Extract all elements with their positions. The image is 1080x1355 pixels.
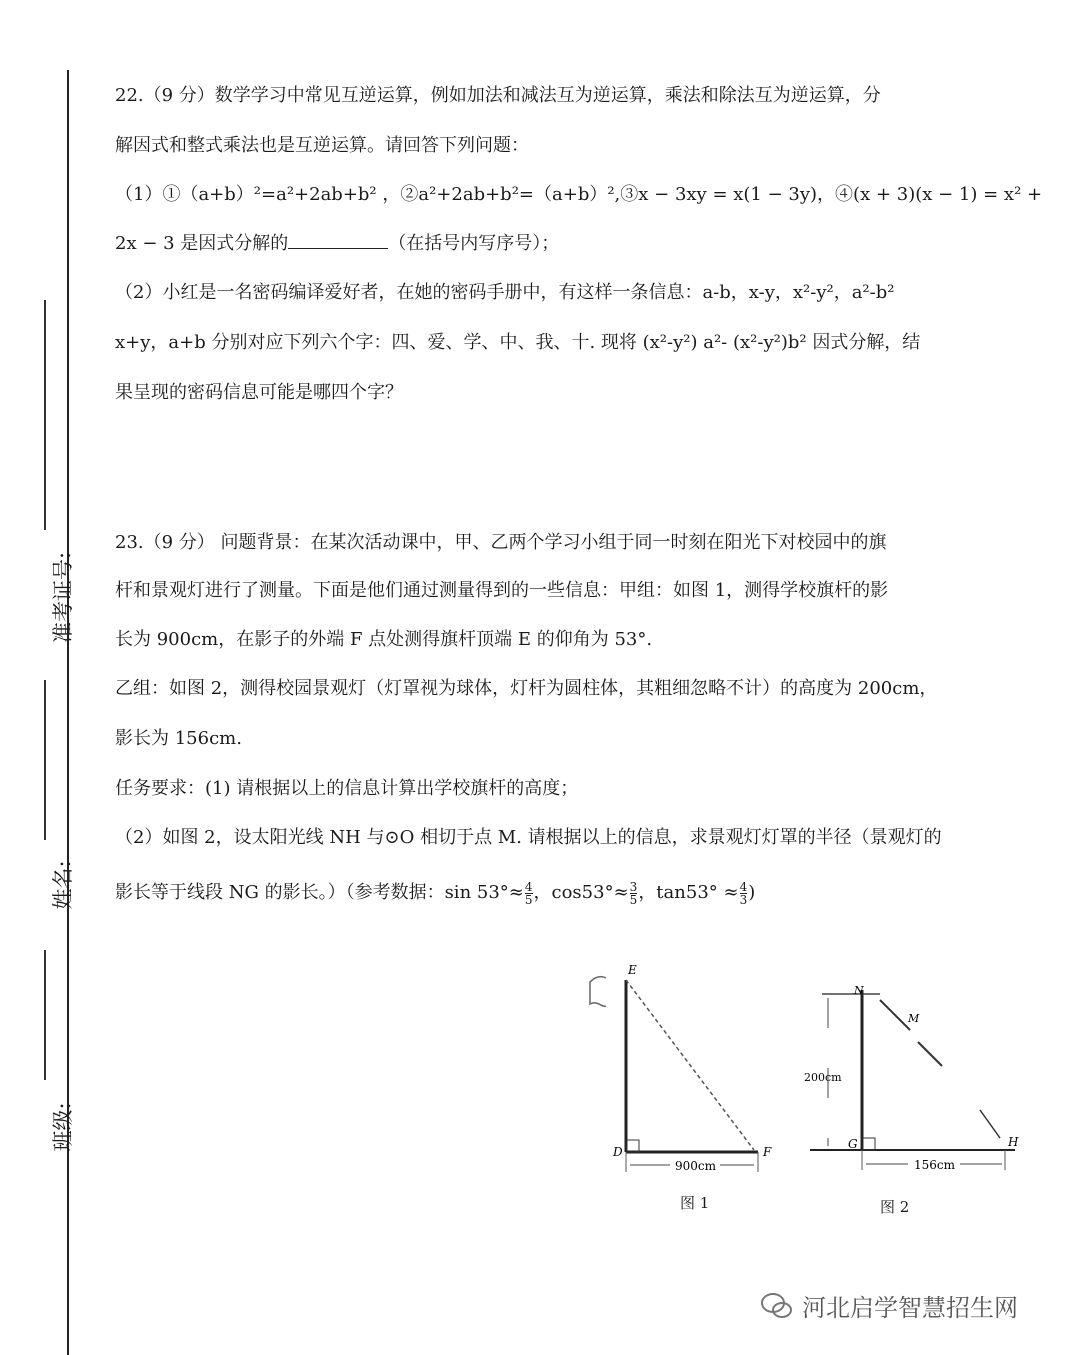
numerator: 4 [739, 879, 748, 894]
class-label: 班级: [51, 1102, 75, 1152]
exam-id-blank [44, 300, 46, 530]
name-blank [44, 680, 46, 840]
figure-1-flagpole [580, 960, 780, 1190]
figure-2-caption: 图 2 [880, 1198, 910, 1216]
point-g: G [848, 1137, 858, 1151]
denominator: 3 [739, 892, 748, 907]
q23-line: 长为 900cm，在影子的外端 F 点处测得旗杆顶端 E 的仰角为 53°. [115, 629, 653, 650]
q22-line: x+y，a+b 分别对应下列六个字：四、爱、学、中、我、十. 现将 (x²-y²) a²- (x²-y²)b² 因式分解，结 [115, 332, 921, 353]
fraction-tan [740, 881, 748, 906]
q23-line: 影长为 156cm. [115, 728, 242, 749]
q23-line: 杆和景观灯进行了测量。下面是他们通过测量得到的一些信息：甲组：如图 1，测得学校旗杆的影 [115, 580, 889, 601]
q22-line: （2）小红是一名密码编译爱好者，在她的密码手册中，有这样一条信息：a-b，x-y，x²-y²，a²-b² [115, 282, 895, 303]
numerator: 3 [629, 879, 638, 894]
q22-text: 2x − 3 是因式分解的 [115, 233, 289, 254]
denominator: 5 [524, 892, 533, 907]
point-d: D [613, 1145, 623, 1159]
q23-line: 23.（9 分） 问题背景：在某次活动课中，甲、乙两个学习小组于同一时刻在阳光下对校园中的旗 [115, 532, 887, 553]
answer-blank[interactable] [288, 230, 388, 249]
exam-id-label: 准考证号: [51, 551, 75, 643]
q22-line [115, 229, 559, 255]
watermark-text: 河北启学智慧招生网 [802, 1294, 1018, 1322]
q22-line: （1）①（a+b）²=a²+2ab+b² ，②a²+2ab+b²=（a+b）²,③x − 3xy = x(1 − 3y)，④(x + 3)(x − 1) = x² + [115, 184, 1043, 205]
q23-line [115, 878, 755, 906]
point-f: F [763, 1145, 772, 1159]
wechat-icon [760, 1291, 794, 1321]
q23-text: ，tan53° ≈ [638, 882, 739, 903]
class-blank [44, 950, 46, 1080]
q23-text: ) [748, 882, 756, 903]
height-label: 200cm [804, 1071, 842, 1084]
name-label: 姓名: [51, 860, 75, 910]
q23-text: 影长等于线段 NG 的影长。）（参考数据：sin 53°≈ [115, 882, 524, 903]
watermark [760, 1288, 1018, 1323]
q23-text: ，cos53°≈ [533, 882, 629, 903]
q23-line: 任务要求：(1) 请根据以上的信息计算出学校旗杆的高度； [115, 778, 579, 799]
point-m: M [908, 1012, 920, 1025]
flag [590, 977, 606, 1007]
q22-line: 22.（9 分）数学学习中常见互逆运算，例如加法和减法互为逆运算，乘法和除法互为逆运算，分 [115, 85, 881, 106]
figure-2-lamp [800, 960, 1030, 1190]
fraction-cos [630, 881, 638, 906]
point-e: E [628, 963, 637, 977]
point-h: H [1008, 1135, 1019, 1149]
sun-ray [626, 980, 754, 1150]
figure-1-caption: 图 1 [680, 1194, 710, 1212]
fraction-sin [525, 881, 533, 906]
numerator: 4 [524, 879, 533, 894]
q23-line: （2）如图 2，设太阳光线 NH 与⊙O 相切于点 M. 请根据以上的信息，求景观灯灯罩的半径（景观灯的 [115, 827, 942, 848]
length-label: 156cm [914, 1158, 956, 1172]
q22-line: 果呈现的密码信息可能是哪四个字？ [115, 382, 403, 403]
length-label: 900cm [675, 1159, 717, 1173]
q23-line: 乙组：如图 2，测得校园景观灯（灯罩视为球体，灯杆为圆柱体，其粗细忽略不计）的高度为 200cm， [115, 678, 938, 699]
right-angle-mark [627, 1140, 639, 1152]
sun-ray [980, 1110, 1000, 1138]
q22-text: （在括号内写序号）； [388, 233, 560, 254]
q22-line: 解因式和整式乘法也是互逆运算。请回答下列问题： [115, 135, 529, 156]
point-n: N [854, 984, 864, 997]
denominator: 5 [629, 892, 638, 907]
